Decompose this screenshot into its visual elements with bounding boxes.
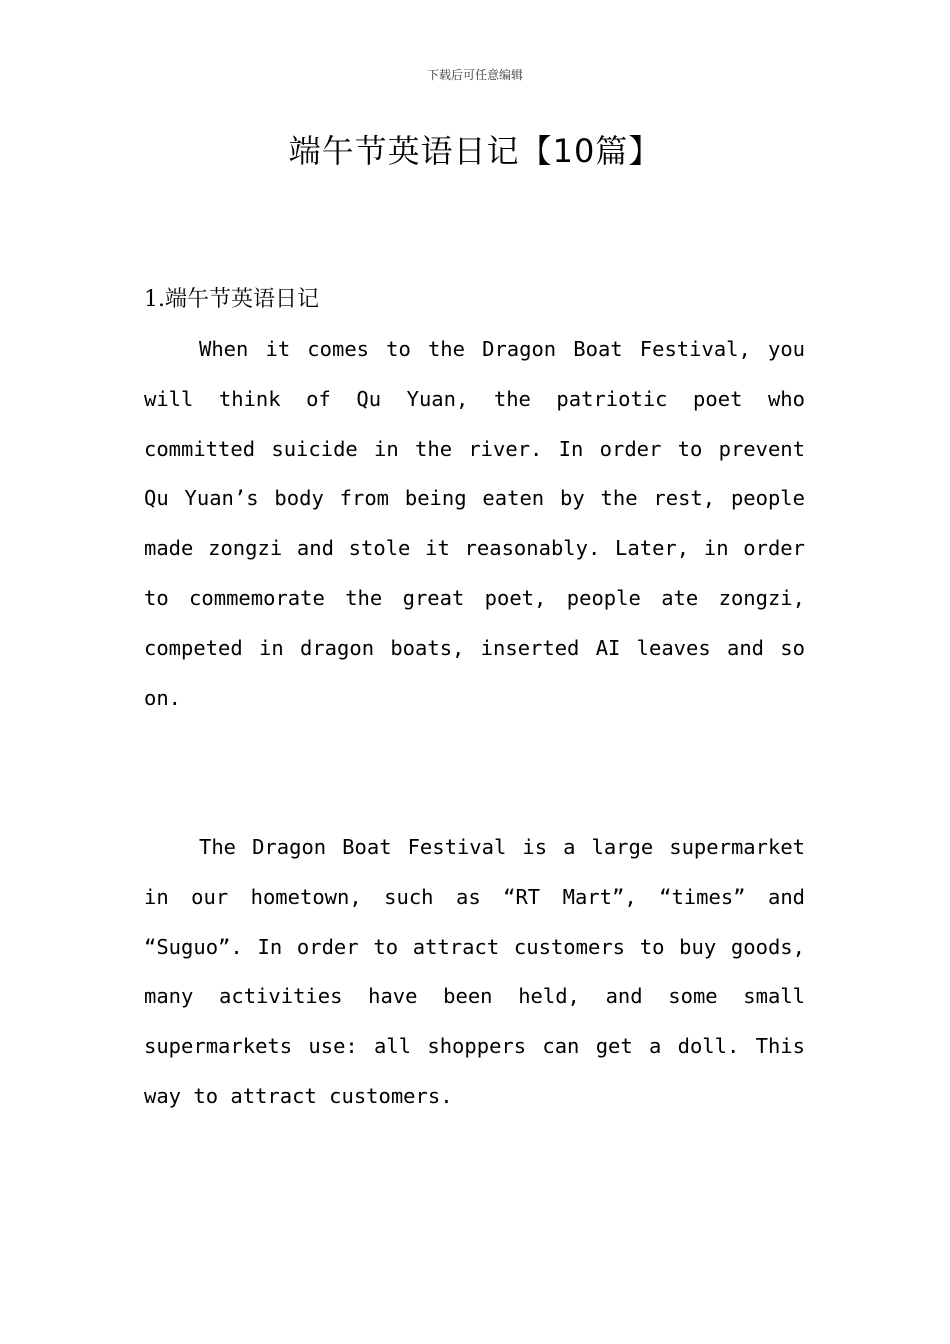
section-heading: 1.端午节英语日记	[144, 287, 319, 312]
paragraph: When it comes to the Dragon Boat Festival, you will think of Qu Yuan, the patriotic poet who committed suicide in the river. In order to prevent Qu Yuan’s body from being eaten by the rest, people made zongzi and stole it reasonably. Later, in order to commemorate the great poet, people ate zongzi, competed in dragon boats, inserted AI leaves and so on.	[144, 337, 805, 710]
document-title: 端午节英语日记【10篇】	[288, 132, 662, 170]
paragraph: The Dragon Boat Festival is a large supermarket in our hometown, such as “RT Mart”, “times” and “Suguo”. In order to attract customers to buy goods, many activities have been held, and some small supermarkets use: all shoppers can get a doll. This way to attract customers.	[144, 835, 805, 1108]
header-note: 下载后可任意编辑	[426, 68, 523, 82]
